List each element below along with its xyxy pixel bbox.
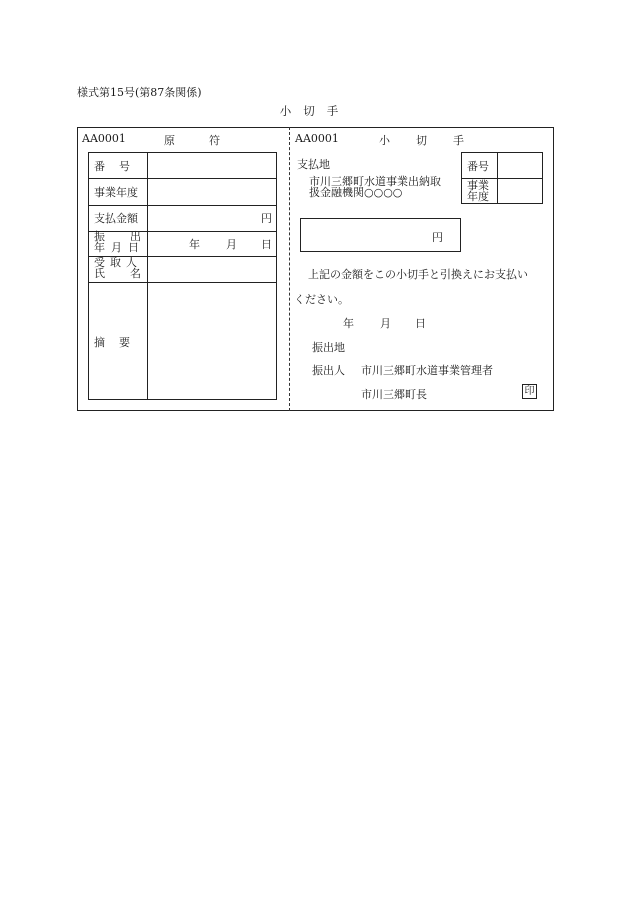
check-date-month: 月 (380, 317, 391, 330)
pay-place-label: 支払地 (297, 158, 330, 171)
row-divider (89, 178, 276, 179)
seal-mark: 印 (522, 384, 537, 399)
issue-place-label: 振出地 (312, 341, 345, 354)
form-number: 様式第15号(第87条関係) (77, 86, 202, 99)
check-fiscal-label-top: 事業 (467, 179, 489, 192)
stub-amount-label: 支払金額 (94, 212, 138, 225)
pay-place-line1: 市川三郷町水道事業出納取 (309, 175, 441, 188)
stub-title: 原符 (164, 134, 254, 147)
stub-date-day: 日 (261, 238, 272, 251)
perforation-line (289, 127, 290, 411)
statement-line-2: ください。 (294, 293, 349, 306)
stub-serial-number: AA0001 (82, 132, 126, 145)
page-title: 小切手 (279, 104, 351, 118)
stub-fiscal-year-label: 事業年度 (94, 186, 138, 199)
stub-number-label: 番号 (94, 160, 144, 173)
stub-date-month: 月 (226, 238, 237, 251)
issuer-label: 振出人 (312, 364, 345, 377)
check-amount-unit: 円 (432, 231, 443, 244)
check-number-label: 番号 (467, 160, 489, 173)
pay-place-line2: 扱金融機関○○○○ (309, 186, 403, 199)
issuer-name: 市川三郷町長 (361, 388, 427, 401)
check-serial-number: AA0001 (295, 132, 339, 145)
stub-issue-date-label-top: 振出 (94, 230, 166, 243)
check-fiscal-label-bottom: 年度 (467, 190, 489, 203)
pay-place-value (309, 176, 441, 198)
row-divider (89, 282, 276, 283)
check-title: 小切手 (379, 134, 490, 147)
statement-line-1: 上記の金額をこの小切手と引換えにお支払い (308, 268, 528, 281)
column-divider (497, 153, 498, 203)
stub-issue-date-label-bottom: 年月日 (94, 241, 145, 254)
row-divider (89, 205, 276, 206)
stub-amount-unit: 円 (261, 212, 272, 225)
issuer-organization: 市川三郷町水道事業管理者 (361, 364, 493, 377)
stub-recipient-label-top: 受取人 (94, 256, 142, 269)
check-date-day: 日 (415, 317, 426, 330)
stub-summary-label: 摘要 (94, 336, 144, 349)
check-date-year: 年 (343, 317, 354, 330)
stub-recipient-label-bottom: 氏名 (94, 267, 166, 280)
stub-date-year: 年 (189, 238, 200, 251)
